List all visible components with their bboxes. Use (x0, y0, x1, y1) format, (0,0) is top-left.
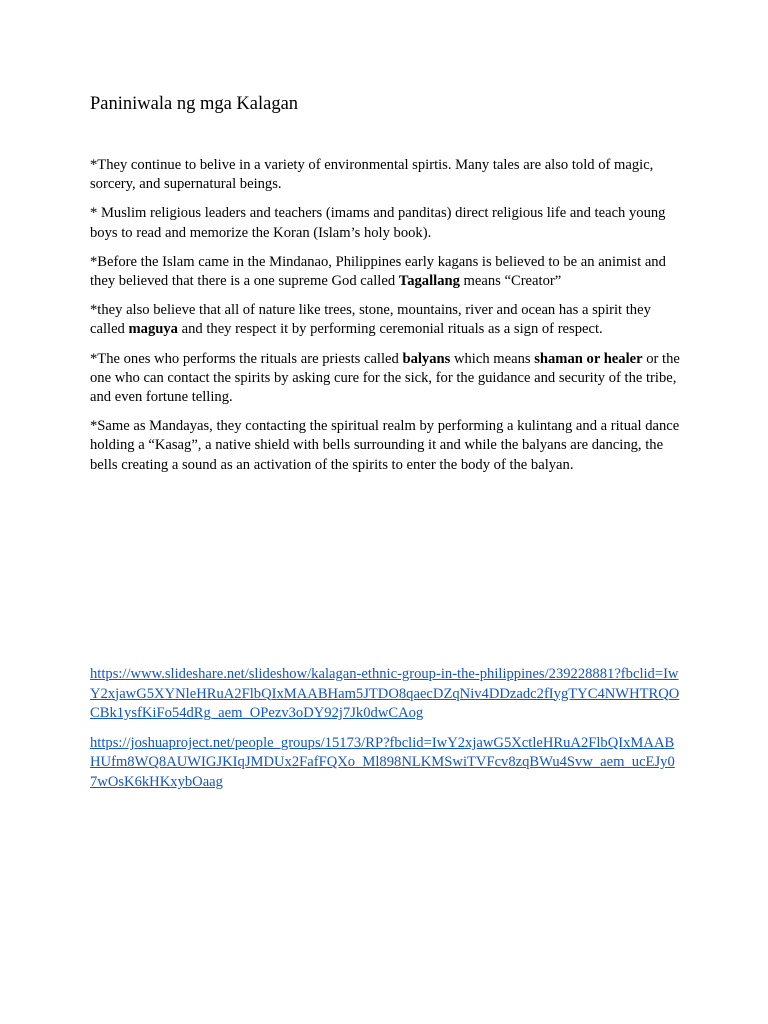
term-balyans: balyans (402, 350, 451, 367)
paragraph-text: and they respect it by performing ceremonial rituals as a sign of respect. (177, 321, 603, 338)
paragraph-nature-spirits (90, 301, 680, 339)
term-tagallang: Tagallang (398, 273, 460, 290)
link-slideshare[interactable]: https://www.slideshare.net/slideshow/kalagan-ethnic-group-in-the-philippines/239228881?fbclid=IwY2xjawG5XYNleHRuA2FlbQIxMAABHam5JTDO8qaecDZqNiv4DDzadc2fIygTYC4NWHTRQOCBk1ysfKiFo54dRg_aem_OPezv3oDY92j7Jk0dwCAog (90, 666, 680, 722)
paragraph-environmental-spirits (90, 156, 680, 194)
document-body (90, 156, 680, 485)
paragraph-kasag-ritual (90, 417, 680, 475)
paragraph-text: or the one who can contact the spirits by asking cure for the sick, for the guidance and security of the tribe, and even fortune telling. (90, 350, 680, 406)
paragraph-text: *The ones who performs the rituals are priests called (90, 350, 403, 367)
paragraph-text: *Same as Mandayas, they contacting the spiritual realm by performing a kulintang and a ritual dance holding a “Kasag”, a native shield with bells surrounding it and while the balyans are dancing, the bells creating a sound as an activation of the spirits to enter the body of the balyan. (90, 418, 680, 473)
paragraph-text: * Muslim religious leaders and teachers (imams and panditas) direct religious life and teach young boys to read and memorize the Koran (Islam’s holy book). (90, 205, 666, 241)
reference-links (90, 665, 680, 803)
paragraph-text: means “Creator” (459, 273, 562, 290)
paragraph-supreme-god (90, 253, 680, 291)
paragraph-text: *They continue to belive in a variety of environmental spirtis. Many tales are also told of magic, sorcery, and supernatural beings. (90, 157, 654, 193)
paragraph-balyans (90, 350, 680, 408)
paragraph-religious-leaders (90, 204, 680, 242)
term-maguya: maguya (128, 321, 178, 338)
paragraph-text: *they also believe that all of nature like trees, stone, mountains, river and ocean has a spirit they called (90, 302, 651, 338)
link-joshuaproject[interactable]: https://joshuaproject.net/people_groups/15173/RP?fbclid=IwY2xjawG5XctleHRuA2FlbQIxMAABHUfm8WQ8AUWIGJKIqJMDUx2FafFQXo_Ml898NLKMSwiTVFcv8zqBWu4Svw_aem_ucEJy07wOsK6kHKxybOaag (90, 734, 675, 790)
paragraph-text: which means (450, 350, 535, 367)
document-title: Paniniwala ng mga Kalagan (90, 94, 299, 114)
term-shaman-or-healer: shaman or healer (534, 350, 643, 367)
paragraph-text: *Before the Islam came in the Mindanao, Philippines early kagans is believed to be an animist and they believed that there is a one supreme God called (90, 253, 666, 290)
